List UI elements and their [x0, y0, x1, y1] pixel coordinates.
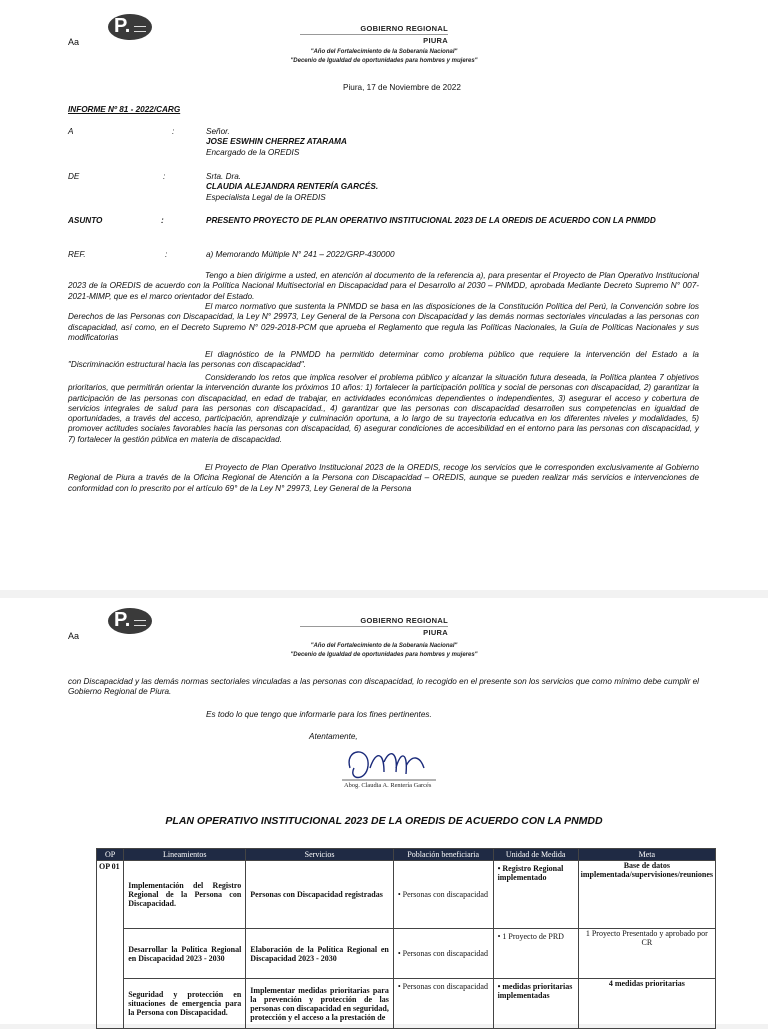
to-name: JOSE ESWHIN CHERREZ ATARAMA [206, 137, 347, 147]
unidad-cell: • 1 Proyecto de PRD [493, 929, 578, 979]
from-role: Especialista Legal de la OREDIS [206, 192, 326, 202]
gov-line2-2: PIURA [423, 628, 448, 637]
unidad-text: 1 Proyecto de PRD [502, 932, 564, 941]
unidad-text: medidas prioritarias implementadas [497, 982, 573, 1000]
header-poblacion: Población beneficiaria [393, 849, 493, 861]
gobierno-regional-logo: P. [108, 14, 148, 44]
gov-header-2 [300, 616, 448, 637]
body-paragraph-4: Considerando los retos que implica resolver el problema público y alcanzar la situación futura deseada, la Política plantea 7 objetivos prioritarios, que permitirán orientar la intervención durante los próximos 10 años: 1) fortalecer la participación política y social de personas con discapacidad, 2) garantizar la participación de las personas con discapacidad, en edad de trabajar, en actividades económicas dependientes o independientes, 3) asegurar el acceso y cobertura de servicios integrales de salud para las personas con discapacidad., 4) garantizar que las personas con discapacidad desarrollen sus competencias en igualdad de oportunidades, a través del acceso, participación, aprendizaje y culminación oportuna, a lo largo de su trayectoria educativa en los diferentes niveles y modalidades, 5) promover actitudes sociales favorables hacia las personas con discapacidad, 6) asegurar condiciones de accesibilidad en el entorno para las personas con discapacidad, y 7) fortalecer la gestión pública en materia de discapacidad. [68, 373, 699, 444]
poblacion-text: Personas con discapacidad [402, 890, 488, 899]
unidad-cell: • medidas prioritarias implementadas [493, 979, 578, 1029]
lineamiento-cell: Desarrollar la Política Regional en Discapacidad 2023 - 2030 [124, 929, 246, 979]
to-label: A [68, 127, 74, 136]
body-paragraph-1: Tengo a bien dirigirme a usted, en atención al documento de la referencia a), para presentar el Proyecto de Plan Operativo Institucional 2023 de la OREDIS de acuerdo con la Política Nacional Multisectorial en Discapacidad para el Desarrollo al 2030 – PNMDD, aprobada Mediante Decreto Supremo N° 007-2021-MIMP, que es el marco orientador del Estado. [68, 271, 699, 301]
table-row [97, 929, 716, 979]
report-number: INFORME Nº 81 - 2022/CARG [68, 105, 181, 114]
gov-line1-2: GOBIERNO REGIONAL [360, 616, 448, 625]
body-paragraph-5: El Proyecto de Plan Operativo Institucional 2023 de la OREDIS, recoge los servicios que le corresponden exclusivamente al Gobierno Regional de Piura a través de la Oficina Regional de Atención a la Persona con Discapacidad – OREDIS, aunque se pueden realizar más servicios e intervenciones de conformidad con lo prescrito por el artículo 69° de la Ley N° 29973, Ley General de la Persona [68, 463, 699, 493]
gov-header [300, 24, 448, 45]
poblacion-cell: • Personas con discapacidad [393, 929, 493, 979]
header-lineamientos: Lineamientos [124, 849, 246, 861]
body-paragraph-2: El marco normativo que sustenta la PNMDD se basa en las disposiciones de la Constitución Política del Perú, la Convención sobre los Derechos de las Personas con Discapacidad, la Ley N° 29973, Ley General de la Persona con Discapacidad y las demás normas sectoriales vinculadas a las personas con discapacidad, así como, en el Decreto Supremo N° 029-2018-PCM que aprueba el Reglamento que regula las Políticas Nacionales, la Guía de Políticas Nacionales y sus modificatorias [68, 302, 699, 342]
motto-line2: "Decenio de Igualdad de oportunidades para hombres y mujeres" [290, 58, 478, 64]
from-label: DE [68, 172, 80, 181]
op-cell: OP 01 [97, 861, 124, 1029]
closing-line: Es todo lo que tengo que informarle para los fines pertinentes. [206, 710, 432, 719]
from-colon: : [163, 172, 166, 181]
subject-label: ASUNTO [68, 216, 103, 225]
from-block [206, 172, 378, 203]
poblacion-text: Personas con discapacidad [402, 949, 488, 958]
to-title: Señor. [206, 127, 230, 136]
table-row [97, 979, 716, 1029]
motto2-line2: "Decenio de Igualdad de oportunidades para hombres y mujeres" [290, 652, 478, 658]
date: Piura, 17 de Noviembre de 2022 [343, 83, 461, 92]
from-title: Srta. Dra. [206, 172, 242, 181]
signature-image [340, 738, 440, 790]
servicio-cell: Implementar medidas prioritarias para la prevención y protección de las personas con discapacidad en seguridad, protección y el acceso a la prestación de [246, 979, 394, 1029]
ref-text: a) Memorando Múltiple N° 241 – 2022/GRP-430000 [206, 250, 395, 259]
meta-cell: 4 medidas prioritarias [578, 979, 715, 1029]
header-meta: Meta [578, 849, 715, 861]
subject-colon: : [161, 216, 164, 225]
regards: Atentamente, [309, 732, 358, 741]
subject-text: PRESENTO PROYECTO DE PLAN OPERATIVO INSTITUCIONAL 2023 DE LA OREDIS DE ACUERDO CON LA PNMDD [206, 216, 656, 225]
meta-cell: Base de datos implementada/supervisiones/reuniones [578, 861, 715, 929]
header-op: OP [97, 849, 124, 861]
to-block [206, 127, 347, 158]
meta-cell: 1 Proyecto Presentado y aprobado por CR [578, 929, 715, 979]
document-page-2 [0, 598, 768, 1024]
poblacion-text: Personas con discapacidad [402, 982, 488, 991]
to-role: Encargado de la OREDIS [206, 147, 300, 157]
unidad-text: Registro Regional implementado [497, 864, 564, 882]
servicio-cell: Elaboración de la Política Regional en Discapacidad 2023 - 2030 [246, 929, 394, 979]
header-servicios: Servicios [246, 849, 394, 861]
signature-caption: Abog. Claudia A. Rentería Garcés [344, 782, 432, 789]
motto [234, 48, 534, 66]
servicio-cell: Personas con Discapacidad registradas [246, 861, 394, 929]
table-row [97, 861, 716, 929]
motto2-line1: "Año del Fortalecimiento de la Soberanía Nacional" [310, 643, 458, 649]
motto-2 [234, 642, 534, 660]
motto-line1: "Año del Fortalecimiento de la Soberanía Nacional" [310, 49, 458, 55]
aa-label: Aa [68, 37, 80, 47]
table-header-row [97, 849, 716, 861]
body-paragraph-3: El diagnóstico de la PNMDD ha permitido determinar como problema público que requiere la intervención del Estado a la "Discriminación estructural hacia las personas con discapacidad". [68, 350, 699, 370]
from-name: CLAUDIA ALEJANDRA RENTERÍA GARCÉS. [206, 182, 379, 192]
poblacion-cell: • Personas con discapacidad [393, 861, 493, 929]
poblacion-cell: • Personas con discapacidad [393, 979, 493, 1029]
gobierno-regional-logo-2: P. [108, 608, 148, 638]
lineamiento-cell: Seguridad y protección en situaciones de emergencia para la Persona con Discapacidad. [124, 979, 246, 1029]
ref-colon: : [165, 250, 168, 259]
aa-label-2: Aa [68, 631, 80, 641]
plan-title: PLAN OPERATIVO INSTITUCIONAL 2023 DE LA OREDIS DE ACUERDO CON LA PNMDD [165, 815, 603, 827]
continuation-paragraph: con Discapacidad y las demás normas sectoriales vinculadas a las personas con discapacidad, lo recogido en el presente son los servicios que como mínimo debe cumplir el Gobierno Regional de Piura. [68, 677, 699, 697]
ref-label: REF. [68, 250, 86, 259]
gov-line2: PIURA [423, 36, 448, 45]
header-unidad: Unidad de Medida [493, 849, 578, 861]
to-colon: : [172, 127, 175, 136]
plan-table [96, 848, 716, 1029]
unidad-cell: • Registro Regional implementado [493, 861, 578, 929]
gov-line1: GOBIERNO REGIONAL [360, 24, 448, 33]
lineamiento-cell: Implementación del Registro Regional de la Persona con Discapacidad. [124, 861, 246, 929]
